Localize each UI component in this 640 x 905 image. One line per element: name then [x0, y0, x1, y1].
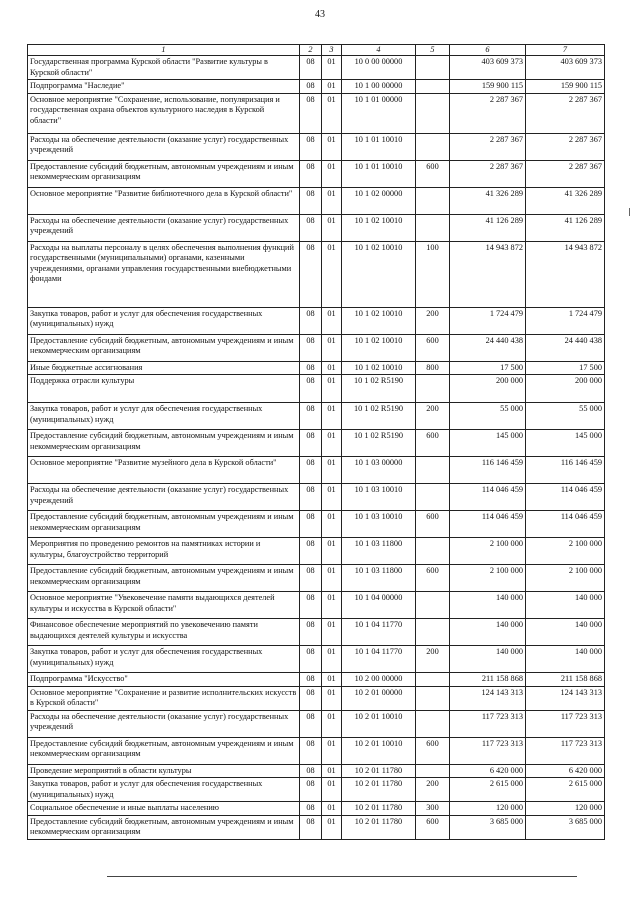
row-section-cell: 08 [300, 80, 322, 94]
row-subsection-cell: 01 [322, 511, 342, 538]
row-section-cell: 08 [300, 511, 322, 538]
row-name-cell: Финансовое обеспечение мероприятий по увековечению памяти выдающихся деятелей культуры и искусства [28, 619, 300, 646]
row-section-cell: 08 [300, 214, 322, 241]
row-expense-type-cell: 100 [416, 241, 450, 307]
row-name-cell: Подпрограмма "Искусство" [28, 673, 300, 687]
row-name-cell: Предоставление субсидий бюджетным, автономным учреждениям и иным некоммерческим организациям [28, 334, 300, 361]
table-row [28, 646, 605, 673]
row-target-article-cell: 10 2 01 00000 [342, 686, 416, 710]
row-subsection-cell: 01 [322, 187, 342, 214]
table-body [28, 56, 605, 840]
row-sum-2-cell: 403 609 373 [526, 56, 605, 80]
row-sum-2-cell: 3 685 000 [526, 815, 605, 839]
row-target-article-cell: 10 1 03 11800 [342, 538, 416, 565]
row-sum-1-cell: 159 900 115 [450, 80, 526, 94]
row-sum-1-cell: 6 420 000 [450, 764, 526, 778]
row-target-article-cell: 10 2 01 10010 [342, 710, 416, 737]
row-sum-2-cell: 211 158 868 [526, 673, 605, 687]
row-sum-2-cell: 124 143 313 [526, 686, 605, 710]
row-expense-type-cell: 200 [416, 307, 450, 334]
row-name-cell: Предоставление субсидий бюджетным, автономным учреждениям и иным некоммерческим организациям [28, 737, 300, 764]
row-sum-2-cell: 117 723 313 [526, 710, 605, 737]
row-subsection-cell: 01 [322, 241, 342, 307]
row-subsection-cell: 01 [322, 778, 342, 802]
row-expense-type-cell: 300 [416, 802, 450, 816]
table-row [28, 737, 605, 764]
row-subsection-cell: 01 [322, 133, 342, 160]
column-header-name: 1 [28, 45, 300, 56]
row-section-cell: 08 [300, 160, 322, 187]
row-expense-type-cell [416, 619, 450, 646]
table-row [28, 241, 605, 307]
row-subsection-cell: 01 [322, 361, 342, 375]
row-sum-1-cell: 3 685 000 [450, 815, 526, 839]
row-sum-1-cell: 117 723 313 [450, 737, 526, 764]
row-sum-1-cell: 120 000 [450, 802, 526, 816]
row-subsection-cell: 01 [322, 619, 342, 646]
row-target-article-cell: 10 1 03 10010 [342, 484, 416, 511]
row-sum-2-cell: 55 000 [526, 403, 605, 430]
row-target-article-cell: 10 2 01 11780 [342, 815, 416, 839]
row-sum-1-cell: 2 287 367 [450, 160, 526, 187]
row-subsection-cell: 01 [322, 646, 342, 673]
row-subsection-cell: 01 [322, 375, 342, 403]
row-target-article-cell: 10 1 03 11800 [342, 565, 416, 592]
row-section-cell: 08 [300, 375, 322, 403]
table-row [28, 160, 605, 187]
table-row [28, 619, 605, 646]
row-section-cell: 08 [300, 592, 322, 619]
row-expense-type-cell: 600 [416, 565, 450, 592]
row-target-article-cell: 10 0 00 00000 [342, 56, 416, 80]
row-target-article-cell: 10 1 01 10010 [342, 160, 416, 187]
row-sum-1-cell: 114 046 459 [450, 511, 526, 538]
row-section-cell: 08 [300, 133, 322, 160]
row-sum-1-cell: 124 143 313 [450, 686, 526, 710]
row-subsection-cell: 01 [322, 764, 342, 778]
row-name-cell: Мероприятия по проведению ремонтов на памятниках истории и культуры, благоустройство территорий [28, 538, 300, 565]
row-target-article-cell: 10 2 01 10010 [342, 737, 416, 764]
row-sum-2-cell: 6 420 000 [526, 764, 605, 778]
budget-table [27, 44, 605, 840]
row-expense-type-cell [416, 93, 450, 133]
row-name-cell: Предоставление субсидий бюджетным, автономным учреждениям и иным некоммерческим организациям [28, 511, 300, 538]
table-row [28, 133, 605, 160]
row-subsection-cell: 01 [322, 686, 342, 710]
row-expense-type-cell: 200 [416, 403, 450, 430]
row-name-cell: Подпрограмма "Наследие" [28, 80, 300, 94]
table-row [28, 430, 605, 457]
table-row [28, 375, 605, 403]
row-sum-2-cell: 114 046 459 [526, 484, 605, 511]
table-row [28, 538, 605, 565]
row-sum-1-cell: 403 609 373 [450, 56, 526, 80]
row-target-article-cell: 10 1 01 00000 [342, 93, 416, 133]
row-section-cell: 08 [300, 815, 322, 839]
row-sum-2-cell: 2 287 367 [526, 133, 605, 160]
row-sum-1-cell: 1 724 479 [450, 307, 526, 334]
row-expense-type-cell [416, 56, 450, 80]
row-expense-type-cell [416, 133, 450, 160]
row-sum-1-cell: 2 615 000 [450, 778, 526, 802]
row-section-cell: 08 [300, 334, 322, 361]
row-name-cell: Проведение мероприятий в области культуры [28, 764, 300, 778]
row-name-cell: Социальное обеспечение и иные выплаты населению [28, 802, 300, 816]
row-expense-type-cell [416, 592, 450, 619]
row-subsection-cell: 01 [322, 673, 342, 687]
row-name-cell: Предоставление субсидий бюджетным, автономным учреждениям и иным некоммерческим организациям [28, 565, 300, 592]
row-subsection-cell: 01 [322, 737, 342, 764]
row-section-cell: 08 [300, 619, 322, 646]
table-row [28, 457, 605, 484]
row-section-cell: 08 [300, 430, 322, 457]
table-row [28, 93, 605, 133]
row-subsection-cell: 01 [322, 334, 342, 361]
row-name-cell: Предоставление субсидий бюджетным, автономным учреждениям и иным некоммерческим организациям [28, 160, 300, 187]
row-sum-1-cell: 17 500 [450, 361, 526, 375]
row-subsection-cell: 01 [322, 56, 342, 80]
row-subsection-cell: 01 [322, 802, 342, 816]
row-target-article-cell: 10 1 02 00000 [342, 187, 416, 214]
row-sum-2-cell: 17 500 [526, 361, 605, 375]
row-sum-1-cell: 114 046 459 [450, 484, 526, 511]
row-sum-2-cell: 2 100 000 [526, 565, 605, 592]
row-expense-type-cell: 600 [416, 334, 450, 361]
row-sum-2-cell: 41 326 289 [526, 187, 605, 214]
row-sum-1-cell: 2 287 367 [450, 93, 526, 133]
row-sum-1-cell: 41 126 289 [450, 214, 526, 241]
row-name-cell: Основное мероприятие "Развитие библиотечного дела в Курской области" [28, 187, 300, 214]
row-subsection-cell: 01 [322, 214, 342, 241]
row-name-cell: Закупка товаров, работ и услуг для обеспечения государственных (муниципальных) нужд [28, 307, 300, 334]
table-row [28, 403, 605, 430]
row-sum-2-cell: 140 000 [526, 619, 605, 646]
row-subsection-cell: 01 [322, 430, 342, 457]
row-expense-type-cell: 600 [416, 815, 450, 839]
row-sum-1-cell: 140 000 [450, 646, 526, 673]
row-sum-1-cell: 116 146 459 [450, 457, 526, 484]
table-row [28, 484, 605, 511]
row-target-article-cell: 10 1 04 00000 [342, 592, 416, 619]
row-subsection-cell: 01 [322, 307, 342, 334]
row-sum-1-cell: 140 000 [450, 592, 526, 619]
row-section-cell: 08 [300, 484, 322, 511]
row-target-article-cell: 10 1 03 00000 [342, 457, 416, 484]
row-subsection-cell: 01 [322, 484, 342, 511]
row-sum-2-cell: 114 046 459 [526, 511, 605, 538]
row-sum-2-cell: 117 723 313 [526, 737, 605, 764]
table-row [28, 778, 605, 802]
row-section-cell: 08 [300, 764, 322, 778]
row-expense-type-cell: 600 [416, 737, 450, 764]
column-number-row [28, 45, 605, 56]
row-subsection-cell: 01 [322, 592, 342, 619]
row-sum-2-cell: 145 000 [526, 430, 605, 457]
row-section-cell: 08 [300, 457, 322, 484]
row-section-cell: 08 [300, 737, 322, 764]
row-sum-1-cell: 24 440 438 [450, 334, 526, 361]
row-expense-type-cell [416, 187, 450, 214]
row-name-cell: Предоставление субсидий бюджетным, автономным учреждениям и иным некоммерческим организациям [28, 430, 300, 457]
row-expense-type-cell [416, 538, 450, 565]
column-header-expense-type: 5 [416, 45, 450, 56]
row-target-article-cell: 10 1 01 10010 [342, 133, 416, 160]
row-expense-type-cell: 200 [416, 646, 450, 673]
row-expense-type-cell: 600 [416, 430, 450, 457]
row-sum-1-cell: 200 000 [450, 375, 526, 403]
table-row [28, 815, 605, 839]
table-row [28, 764, 605, 778]
row-section-cell: 08 [300, 307, 322, 334]
table-row [28, 673, 605, 687]
column-header-target-article: 4 [342, 45, 416, 56]
row-section-cell: 08 [300, 361, 322, 375]
page-number: 43 [315, 9, 325, 20]
row-target-article-cell: 10 2 01 11780 [342, 764, 416, 778]
row-target-article-cell: 10 2 00 00000 [342, 673, 416, 687]
row-name-cell: Расходы на обеспечение деятельности (оказание услуг) государственных учреждений [28, 214, 300, 241]
row-section-cell: 08 [300, 538, 322, 565]
row-sum-2-cell: 2 287 367 [526, 160, 605, 187]
table-row [28, 710, 605, 737]
row-sum-1-cell: 55 000 [450, 403, 526, 430]
column-header-section: 2 [300, 45, 322, 56]
row-sum-2-cell: 2 100 000 [526, 538, 605, 565]
table-row [28, 565, 605, 592]
row-target-article-cell: 10 1 02 R5190 [342, 403, 416, 430]
footer-divider [107, 876, 577, 877]
row-name-cell: Предоставление субсидий бюджетным, автономным учреждениям и иным некоммерческим организациям [28, 815, 300, 839]
table-row [28, 802, 605, 816]
row-section-cell: 08 [300, 565, 322, 592]
row-target-article-cell: 10 1 02 10010 [342, 214, 416, 241]
row-sum-1-cell: 2 100 000 [450, 538, 526, 565]
row-target-article-cell: 10 1 04 11770 [342, 619, 416, 646]
row-target-article-cell: 10 1 02 10010 [342, 361, 416, 375]
row-expense-type-cell [416, 710, 450, 737]
row-sum-2-cell: 1 724 479 [526, 307, 605, 334]
row-expense-type-cell: 200 [416, 778, 450, 802]
column-header-sum-1: 6 [450, 45, 526, 56]
table-row [28, 187, 605, 214]
row-name-cell: Основное мероприятие "Развитие музейного дела в Курской области" [28, 457, 300, 484]
row-target-article-cell: 10 2 01 11780 [342, 778, 416, 802]
row-expense-type-cell [416, 764, 450, 778]
row-sum-2-cell: 120 000 [526, 802, 605, 816]
row-subsection-cell: 01 [322, 160, 342, 187]
row-expense-type-cell [416, 673, 450, 687]
row-expense-type-cell: 800 [416, 361, 450, 375]
row-name-cell: Закупка товаров, работ и услуг для обеспечения государственных (муниципальных) нужд [28, 778, 300, 802]
row-section-cell: 08 [300, 241, 322, 307]
row-sum-1-cell: 140 000 [450, 619, 526, 646]
row-name-cell: Расходы на выплаты персоналу в целях обеспечения выполнения функций государственными (муниципальными) органами, казенными учреждениями, органами управления государственными внебюджетными фондами [28, 241, 300, 307]
row-name-cell: Государственная программа Курской области "Развитие культуры в Курской области" [28, 56, 300, 80]
table-row [28, 56, 605, 80]
row-expense-type-cell: 600 [416, 511, 450, 538]
table-row [28, 361, 605, 375]
row-sum-1-cell: 2 287 367 [450, 133, 526, 160]
row-target-article-cell: 10 2 01 11780 [342, 802, 416, 816]
row-name-cell: Поддержка отрасли культуры [28, 375, 300, 403]
row-target-article-cell: 10 1 04 11770 [342, 646, 416, 673]
row-section-cell: 08 [300, 710, 322, 737]
row-subsection-cell: 01 [322, 710, 342, 737]
row-name-cell: Иные бюджетные ассигнования [28, 361, 300, 375]
row-sum-1-cell: 2 100 000 [450, 565, 526, 592]
row-section-cell: 08 [300, 802, 322, 816]
row-expense-type-cell [416, 686, 450, 710]
row-subsection-cell: 01 [322, 93, 342, 133]
row-sum-1-cell: 41 326 289 [450, 187, 526, 214]
row-expense-type-cell [416, 457, 450, 484]
row-target-article-cell: 10 1 00 00000 [342, 80, 416, 94]
row-expense-type-cell [416, 80, 450, 94]
row-expense-type-cell [416, 214, 450, 241]
row-subsection-cell: 01 [322, 538, 342, 565]
row-section-cell: 08 [300, 646, 322, 673]
row-section-cell: 08 [300, 187, 322, 214]
row-name-cell: Основное мероприятие "Увековечение памяти выдающихся деятелей культуры и искусства в Курской области" [28, 592, 300, 619]
row-sum-2-cell: 140 000 [526, 592, 605, 619]
row-section-cell: 08 [300, 686, 322, 710]
row-name-cell: Расходы на обеспечение деятельности (оказание услуг) государственных учреждений [28, 484, 300, 511]
row-name-cell: Расходы на обеспечение деятельности (оказание услуг) государственных учреждений [28, 133, 300, 160]
table-row [28, 307, 605, 334]
column-header-sum-2: 7 [526, 45, 605, 56]
row-target-article-cell: 10 1 02 R5190 [342, 430, 416, 457]
table-row [28, 511, 605, 538]
row-sum-1-cell: 145 000 [450, 430, 526, 457]
row-target-article-cell: 10 1 02 10010 [342, 307, 416, 334]
table-row [28, 214, 605, 241]
row-sum-2-cell: 140 000 [526, 646, 605, 673]
row-sum-1-cell: 14 943 872 [450, 241, 526, 307]
row-subsection-cell: 01 [322, 457, 342, 484]
row-expense-type-cell [416, 375, 450, 403]
row-section-cell: 08 [300, 56, 322, 80]
row-expense-type-cell: 600 [416, 160, 450, 187]
row-sum-1-cell: 117 723 313 [450, 710, 526, 737]
row-name-cell: Основное мероприятие "Сохранение, использование, популяризация и государственная охрана объектов культурного наследия в Курской области" [28, 93, 300, 133]
row-sum-2-cell: 24 440 438 [526, 334, 605, 361]
row-subsection-cell: 01 [322, 565, 342, 592]
row-section-cell: 08 [300, 403, 322, 430]
row-name-cell: Закупка товаров, работ и услуг для обеспечения государственных (муниципальных) нужд [28, 646, 300, 673]
row-sum-2-cell: 200 000 [526, 375, 605, 403]
row-sum-2-cell: 2 287 367 [526, 93, 605, 133]
row-sum-2-cell: 159 900 115 [526, 80, 605, 94]
row-expense-type-cell [416, 484, 450, 511]
scan-edge-mark [629, 208, 630, 216]
row-subsection-cell: 01 [322, 815, 342, 839]
row-target-article-cell: 10 1 02 10010 [342, 334, 416, 361]
row-name-cell: Расходы на обеспечение деятельности (оказание услуг) государственных учреждений [28, 710, 300, 737]
row-sum-2-cell: 116 146 459 [526, 457, 605, 484]
row-sum-1-cell: 211 158 868 [450, 673, 526, 687]
table-row [28, 80, 605, 94]
row-section-cell: 08 [300, 93, 322, 133]
row-section-cell: 08 [300, 778, 322, 802]
row-sum-2-cell: 14 943 872 [526, 241, 605, 307]
row-name-cell: Основное мероприятие "Сохранение и развитие исполнительских искусств в Курской области" [28, 686, 300, 710]
row-target-article-cell: 10 1 03 10010 [342, 511, 416, 538]
row-target-article-cell: 10 1 02 10010 [342, 241, 416, 307]
row-name-cell: Закупка товаров, работ и услуг для обеспечения государственных (муниципальных) нужд [28, 403, 300, 430]
row-subsection-cell: 01 [322, 80, 342, 94]
column-header-subsection: 3 [322, 45, 342, 56]
table-row [28, 592, 605, 619]
row-subsection-cell: 01 [322, 403, 342, 430]
row-sum-2-cell: 2 615 000 [526, 778, 605, 802]
row-section-cell: 08 [300, 673, 322, 687]
row-sum-2-cell: 41 126 289 [526, 214, 605, 241]
table-row [28, 334, 605, 361]
row-target-article-cell: 10 1 02 R5190 [342, 375, 416, 403]
table-row [28, 686, 605, 710]
